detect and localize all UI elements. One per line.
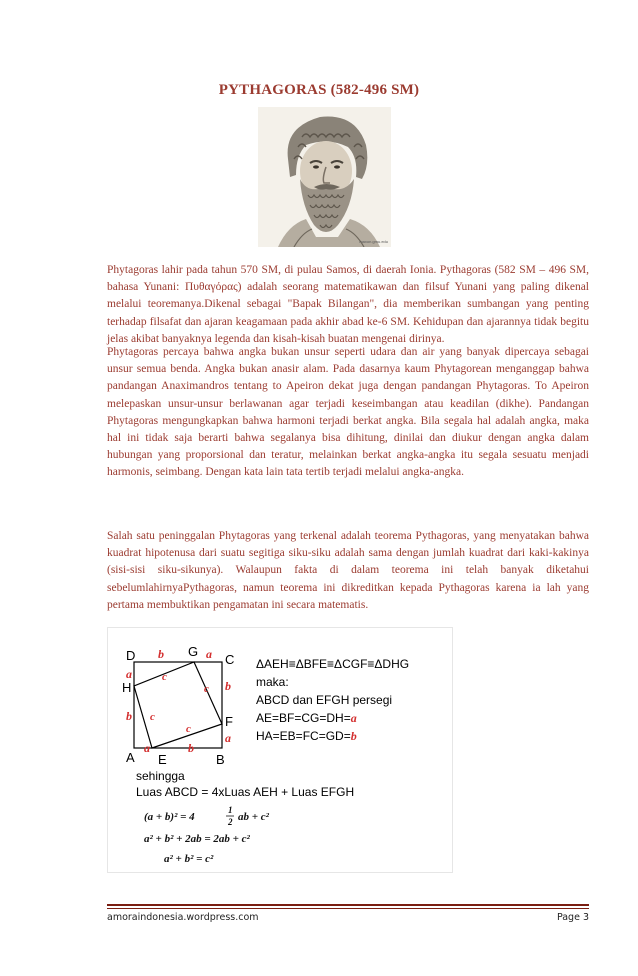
sehingga-label: sehingga	[136, 769, 185, 783]
label-d: D	[126, 648, 136, 663]
side-c-left: c	[150, 711, 155, 723]
formula-1-right: ab + c²	[238, 811, 269, 823]
side-c-right: c	[204, 683, 209, 695]
side-a-left: a	[126, 667, 132, 681]
side-b-right: b	[225, 679, 231, 693]
equality-a: AE=BF=CG=DH=a	[256, 711, 357, 725]
paragraph-biography: Phytagoras lahir pada tahun 570 SM, di pulau Samos, di daerah Ionia. Pythagoras (582 SM – 496 SM, bahasa Yunani: Πυθαγόρας) adalah seorang matematikawan dan filsuf Yunani yang paling dikenal melalui teoremanya.Dikenal sebagai "Bapak Bilangan", dia memberikan sumbangan yang penting terhadap filsafat dan ajaran keagamaan pada akhir abad ke-6 SM. Kehidupan dan ajarannya tidak begitu jelas akibat banyaknya legenda dan kisah-kisah buatan mengenai dirinya.	[107, 264, 589, 345]
congruence-statement: ΔAEH≡ΔBFE≡ΔCGF≡ΔDHG	[256, 657, 410, 671]
pythagoras-proof-figure	[107, 627, 453, 873]
formula-1-denominator: 2	[228, 817, 233, 827]
side-a-top: a	[206, 647, 212, 661]
footer-rule-thick	[107, 904, 589, 906]
paragraph-theorem: Salah satu peninggalan Phytagoras yang terkenal adalah teorema Pythagoras, yang menyatakan bahwa kuadrat hipotenusa dari suatu segitiga siku-siku adalah sama dengan jumlah kuadrat dari kaki-kakinya (sisi-sisi siku-sikunya). Walaupun fakta di dalam teorema ini telah banyak diketahui sebelumlahirnyaPythagoras, namun teorema ini dikreditkan kepada Pythagoras karena ia lah yang pertama membuktikan pengamatan ini secara matematis.	[107, 530, 589, 611]
label-c: C	[225, 652, 235, 667]
paragraph-philosophy: Phytagoras percaya bahwa angka bukan unsur seperti udara dan air yang banyak dipercaya sebagai unsur semua benda. Angka bukan anasir alam. Pada dasarnya kaum Phytagorean menganggap bahwa pandangan Anaximandros tentang to Apeiron dekat juga dengan pandangan Phytagoras. To Apeiron melepaskan unsur-unsur berlawanan agar terjadi keseimbangan atau keadilan (dikhe). Pandangan Phytagoras mengungkapkan bahwa harmoni terjadi berkat angka. Bila segala hal adalah angka, maka hal ini tidak saja berarti bahwa segalanya bisa dihitung, dinilai dan diukur dengan angka dalam hubungan yang proporsional dan teratur, melainkan berkat angka-angka itu segala sesuatu menjadi harmonis, seimbang. Dengan kata lain tata tertib terjadi melalui angka-angka.	[107, 346, 589, 479]
formula-3: a² + b² = c²	[164, 853, 214, 865]
footer-page-number: Page 3	[556, 912, 589, 923]
persegi-statement: ABCD dan EFGH persegi	[256, 693, 393, 707]
side-c-top: c	[162, 671, 167, 683]
square-efgh	[134, 662, 222, 748]
side-a-bottom: a	[144, 741, 150, 755]
equality-b: HA=EB=FC=GD=b	[256, 729, 357, 743]
page-title: PYTHAGORAS (582-496 SM)	[218, 82, 420, 98]
side-c-bottom: c	[186, 723, 191, 735]
side-b-left: b	[126, 709, 132, 723]
side-b-top: b	[158, 647, 164, 661]
footer-site: amoraindonesia.wordpress.com	[107, 912, 259, 923]
formula-2: a² + b² + 2ab = 2ab + c²	[144, 833, 250, 845]
side-a-right: a	[225, 731, 231, 745]
label-b: B	[216, 752, 225, 767]
label-h: H	[122, 680, 132, 695]
maka-label: maka:	[256, 675, 289, 689]
label-g: G	[188, 644, 199, 659]
formula-1-left: (a + b)² = 4	[144, 811, 195, 823]
formula-1-numerator: 1	[228, 805, 233, 815]
portrait-credit: maxon.gmu.edu	[359, 239, 388, 244]
footer-rule-thin	[107, 908, 589, 909]
pythagoras-portrait	[258, 107, 391, 247]
side-b-bottom: b	[188, 741, 194, 755]
square-abcd	[134, 662, 222, 748]
area-statement: Luas ABCD = 4xLuas AEH + Luas EFGH	[136, 785, 355, 799]
label-a: A	[126, 750, 135, 765]
label-e: E	[158, 752, 167, 767]
portrait-illustration	[258, 107, 391, 247]
label-f: F	[225, 714, 233, 729]
proof-diagram	[108, 628, 452, 872]
